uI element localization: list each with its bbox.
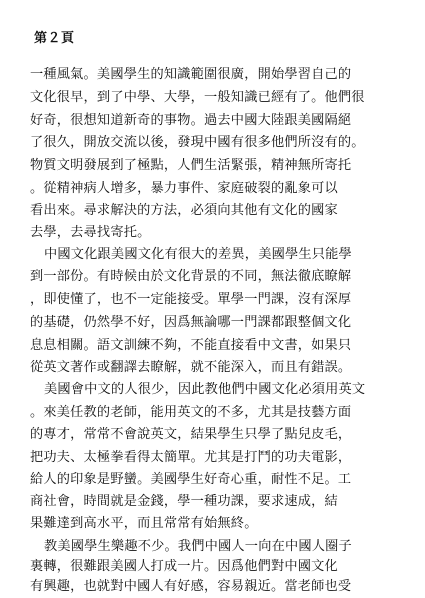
text-line: 。來美任教的老師，能用英文的不多，尤其是技藝方面 (30, 405, 352, 420)
text-line: 。從精神病人增多，暴力事件、家庭破裂的亂象可以 (30, 181, 338, 196)
text-line: 物質文明發展到了極點，人們生活緊張，精神無所寄托 (30, 158, 352, 173)
text-line: 的基礎，仍然學不好，因爲無論哪一門課都跟整個文化 (30, 315, 352, 330)
text-line: 了很久，開放交流以後，發現中國有很多他們所沒有的。 (30, 135, 365, 150)
text-line: 從英文著作或翻譯去瞭解，就不能深入，而且有錯誤。 (30, 360, 352, 375)
page-header: 第２頁 (34, 31, 75, 46)
text-line: 果難達到高水平，而且常常有始無終。 (30, 516, 258, 531)
text-line: 把功夫、太極拳看得太簡單。尤其是打鬥的功夫電影， (30, 450, 352, 465)
text-line: ，即使懂了，也不一定能接受。單學一門課，沒有深厚 (30, 292, 352, 307)
text-line: 看出來。尋求解決的方法，必須向其他有文化的國家 (30, 203, 338, 218)
text-line: 中國文化跟美國文化有很大的差異，美國學生只能學 (44, 247, 352, 262)
text-line: 美國會中文的人很少，因此教他們中國文化必須用英文 (44, 382, 366, 397)
text-line: 去學，去尋找寄托。 (30, 225, 151, 240)
text-line: 的專才，常常不會說英文，結果學生只學了點兒皮毛， (30, 427, 352, 442)
text-line: 好奇，很想知道新奇的事物。過去中國大陸跟美國隔絕 (30, 113, 352, 128)
text-line: 有興趣，也就對中國人有好感，容易親近。當老師也受 (30, 579, 352, 594)
text-line: 裏轉，很難跟美國人打成一片。因爲他們對中國文化 (30, 559, 338, 574)
text-line: 一種風氣。美國學生的知識範圍很廣，開始學習自己的 (30, 67, 352, 82)
text-line: 教美國學生樂趣不少。我們中國人一向在中國人圈子 (44, 539, 352, 554)
text-line: 到一部份。有時候由於文化背景的不同，無法徹底瞭解 (30, 269, 352, 284)
text-line: 文化很早，到了中學、大學，一般知識已經有了。他們很 (30, 90, 365, 105)
text-line: 商社會，時間就是金錢，學一種功課，要求速成，結 (30, 494, 338, 509)
text-line: 息息相關。語文訓練不夠，不能直接看中文書，如果只 (30, 338, 352, 353)
text-line: 給人的印象是野蠻。美國學生好奇心重，耐性不足。工 (30, 472, 352, 487)
